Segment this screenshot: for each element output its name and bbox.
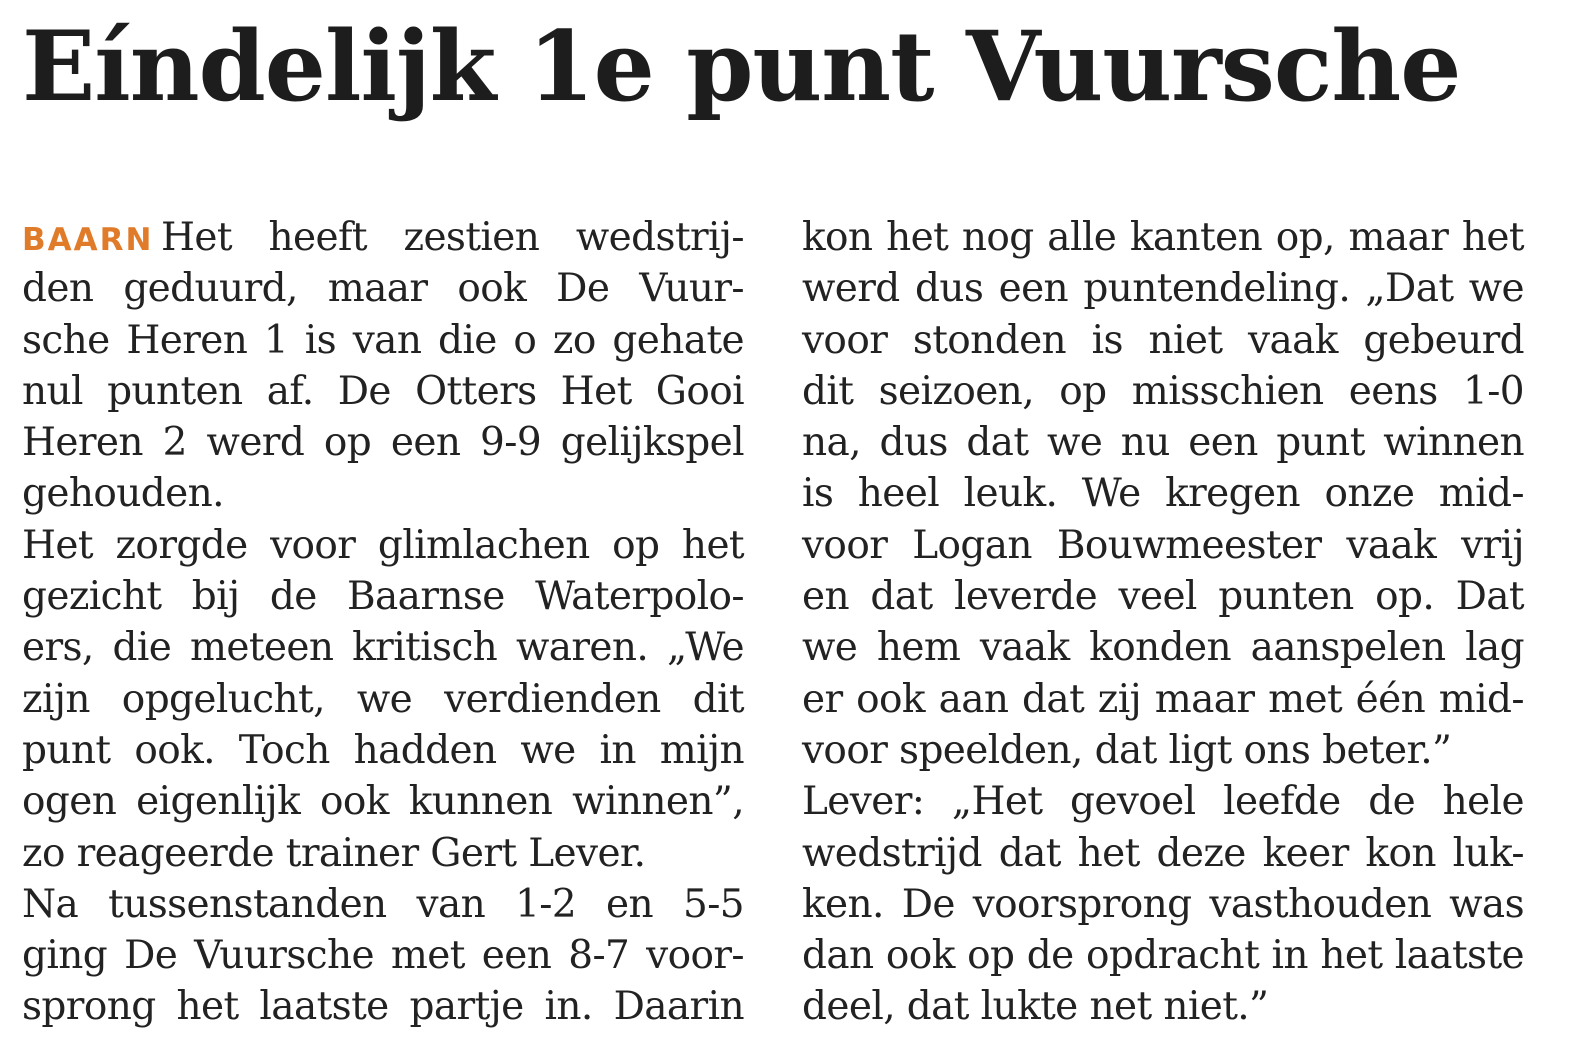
line-text: gezicht bij de Baarnse Waterpolo- — [22, 574, 744, 620]
text-line — [802, 776, 1524, 827]
line-text: nul punten af. De Otters Het Gooi — [22, 368, 744, 414]
line-text: Het zorgde voor glimlachen op het — [22, 522, 744, 568]
line-text: wedstrijd dat het deze keer kon luk- — [802, 830, 1524, 876]
text-line — [802, 622, 1524, 673]
text-line — [22, 930, 744, 981]
text-line — [22, 366, 744, 417]
text-line — [22, 263, 744, 314]
line-text: Na tussenstanden van 1-2 en 5-5 — [22, 881, 744, 927]
line-text: is heel leuk. We kregen onze mid- — [802, 471, 1524, 517]
text-line — [802, 212, 1524, 263]
line-text: zijn opgelucht, we verdienden dit — [22, 676, 744, 722]
line-text: voor speelden, dat ligt ons beter.” — [802, 727, 1452, 773]
line-text: dan ook op de opdracht in het laatste — [802, 933, 1524, 979]
text-line — [802, 571, 1524, 622]
text-line — [802, 468, 1524, 519]
line-text: ken. De voorsprong vasthouden was — [802, 881, 1524, 927]
text-line — [802, 981, 1524, 1032]
text-line — [802, 315, 1524, 366]
text-line — [22, 468, 744, 519]
text-line — [802, 417, 1524, 468]
line-text: werd dus een puntendeling. „Dat we — [802, 266, 1524, 312]
text-line — [22, 725, 744, 776]
line-text: er ook aan dat zij maar met één mid- — [802, 676, 1524, 722]
text-line — [22, 674, 744, 725]
text-line — [22, 879, 744, 930]
article-column-left — [22, 212, 744, 1033]
headline: Eíndelijk 1e punt Vuursche — [22, 10, 1461, 123]
text-line — [22, 828, 744, 879]
text-line — [802, 879, 1524, 930]
text-line — [22, 417, 744, 468]
text-line — [22, 520, 744, 571]
line-text: ers, die meteen kritisch waren. „We — [22, 625, 744, 671]
line-text: punt ook. Toch hadden we in mijn — [22, 727, 744, 773]
line-text: Het heeft zestien wedstrij- — [160, 215, 744, 260]
text-line — [802, 263, 1524, 314]
line-text: sprong het laatste partje in. Daarin — [22, 984, 744, 1030]
line-text: den geduurd, maar ook De Vuur- — [22, 266, 744, 312]
line-text: Heren 2 werd op een 9-9 gelijkspel — [22, 420, 744, 466]
text-line — [22, 315, 744, 366]
line-text: na, dus dat we nu een punt winnen — [802, 420, 1524, 466]
line-text: dit seizoen, op misschien eens 1-0 — [802, 368, 1524, 414]
text-line — [22, 776, 744, 827]
line-text: kon het nog alle kanten op, maar het — [802, 215, 1524, 260]
line-text: Lever: „Het gevoel leefde de hele — [802, 779, 1524, 825]
text-line — [802, 828, 1524, 879]
text-line — [802, 674, 1524, 725]
text-line — [802, 930, 1524, 981]
line-text: ogen eigenlijk ook kunnen winnen”, — [22, 779, 744, 825]
line-text: voor stonden is niet vaak gebeurd — [802, 317, 1524, 363]
line-text: gehouden. — [22, 471, 224, 517]
line-text: voor Logan Bouwmeester vaak vrij — [802, 522, 1524, 568]
text-line — [22, 981, 744, 1032]
line-text: we hem vaak konden aanspelen lag — [802, 625, 1524, 671]
line-text: zo reageerde trainer Gert Lever. — [22, 830, 646, 876]
dateline: BAARN — [22, 222, 154, 258]
article-column-right — [802, 212, 1524, 1033]
text-line — [22, 622, 744, 673]
text-line — [22, 212, 744, 263]
line-text: deel, dat lukte net niet.” — [802, 984, 1269, 1030]
text-line — [802, 725, 1524, 776]
line-text: en dat leverde veel punten op. Dat — [802, 574, 1524, 620]
line-text: ging De Vuursche met een 8-7 voor- — [22, 933, 744, 979]
text-line — [802, 520, 1524, 571]
text-line — [802, 366, 1524, 417]
text-line — [22, 571, 744, 622]
line-text: sche Heren 1 is van die o zo gehate — [22, 317, 744, 363]
